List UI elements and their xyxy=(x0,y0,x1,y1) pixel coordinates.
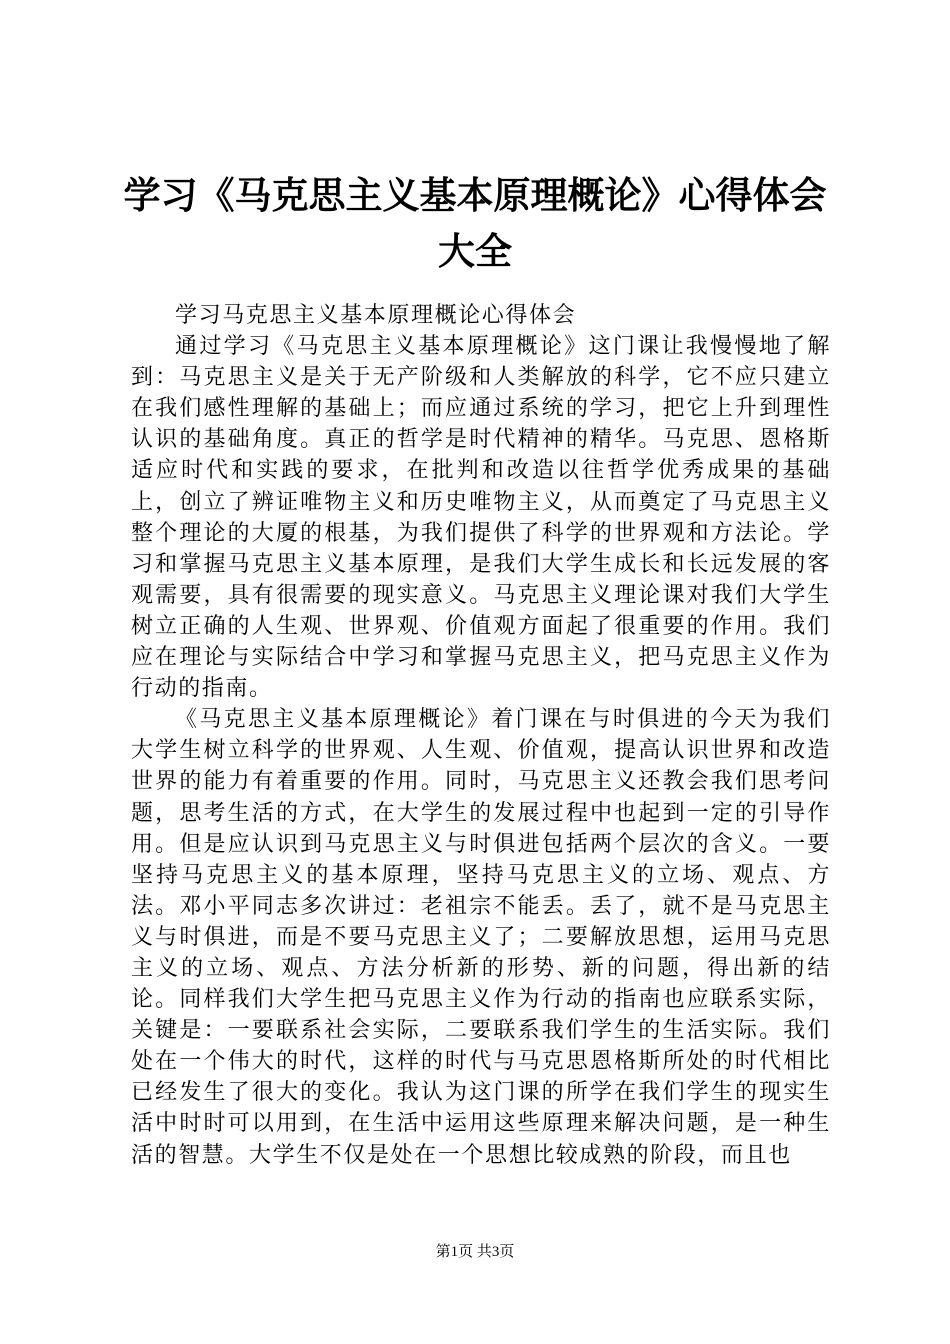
paragraph: 《马克思主义基本原理概论》着门课在与时俱进的今天为我们大学生树立科学的世界观、人生观、价值观，提高认识世界和改造世界的能力有着重要的作用。同时，马克思主义还教会我们思考问题，思考生活的方式，在大学生的发展过程中也起到一定的引导作用。但是应认识到马克思主义与时俱进包括两个层次的含义。一要坚持马克思主义的基本原理，坚持马克思主义的立场、观点、方法。邓小平同志多次讲过：老祖宗不能丢。丢了，就不是马克思主义与时俱进，而是不要马克思主义了；二要解放思想，运用马克思主义的立场、观点、方法分析新的形势、新的问题，得出新的结论。同样我们大学生把马克思主义作为行动的指南也应联系实际，关键是：一要联系社会实际，二要联系我们学生的生活实际。我们处在一个伟大的时代，这样的时代与马克思恩格斯所处的时代相比已经发生了很大的变化。我认为这门课的所学在我们学生的现实生活中时时可以用到，在生活中运用这些原理来解决问题，是一种生活的智慧。大学生不仅是处在一个思想比较成熟的阶段，而且也 xyxy=(131,707,831,1168)
page-footer: 第1页 共3页 xyxy=(435,1244,515,1260)
document-title: 学习《马克思主义基本原理概论》心得体会大全 xyxy=(123,174,827,273)
paragraph: 通过学习《马克思主义基本原理概论》这门课让我慢慢地了解到：马克思主义是关于无产阶级和人类解放的科学，它不应只建立在我们感性理解的基础上；而应通过系统的学习，把它上升到理性认识的基础角度。真正的哲学是时代精神的精华。马克思、恩格斯适应时代和实践的要求，在批判和改造以往哲学优秀成果的基础上，创立了辨证唯物主义和历史唯物主义，从而奠定了马克思主义整个理论的大厦的根基，为我们提供了科学的世界观和方法论。学习和掌握马克思主义基本原理，是我们大学生成长和长远发展的客观需要，具有很需要的现实意义。马克思主义理论课对我们大学生树立正确的人生观、世界观、价值观方面起了很重要的作用。我们应在理论与实际结合中学习和掌握马克思主义，把马克思主义作为行动的指南。 xyxy=(131,334,831,702)
document-body xyxy=(131,300,831,1171)
document-subtitle: 学习马克思主义基本原理概论心得体会 xyxy=(175,303,577,328)
